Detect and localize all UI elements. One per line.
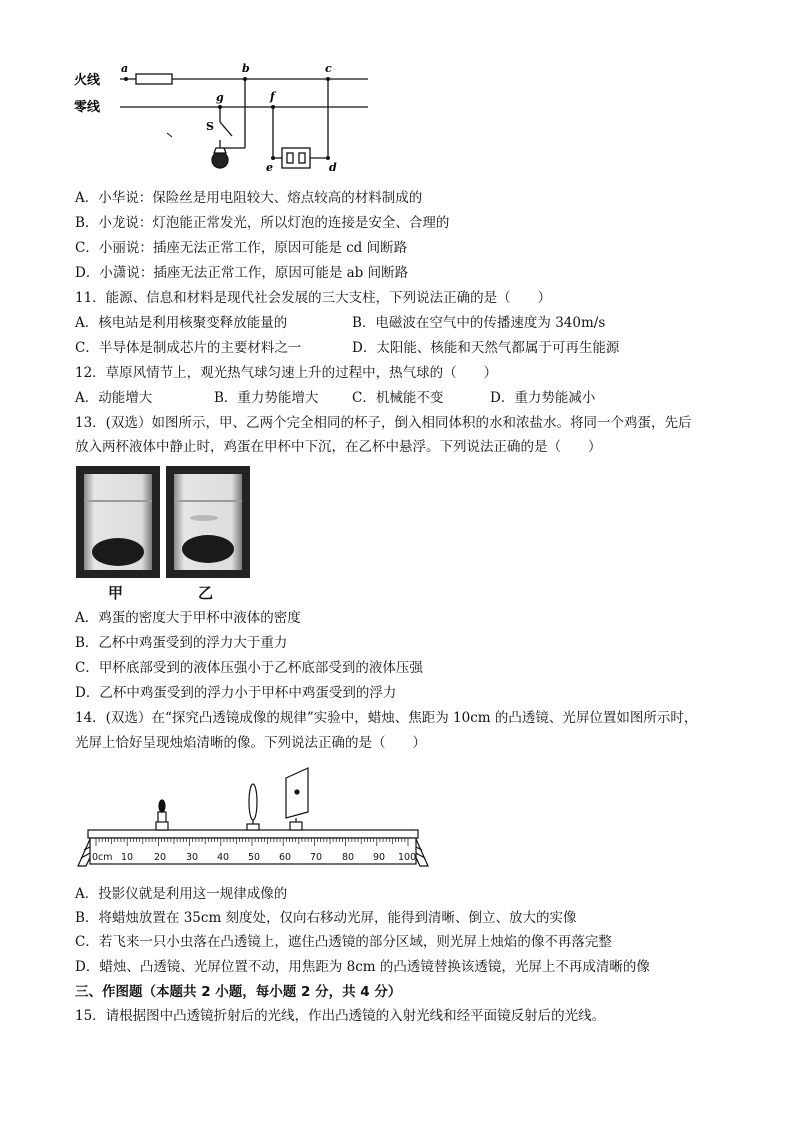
q14-stem-line2: 光屏上恰好呈现烛焰清晰的像。下列说法正确的是（ ）: [75, 735, 426, 751]
cup-label-left: 甲: [108, 584, 124, 602]
q14-option-d: D．蜡烛、凸透镜、光屏位置不动，用焦距为 8cm 的凸透镜替换该透镜，光屏上不再成清晰的像: [75, 959, 650, 975]
bench-tick-label: 80: [342, 852, 355, 863]
bench-tick-label: 90: [373, 852, 386, 863]
point-g: g: [216, 91, 224, 104]
q13-option-b: B．乙杯中鸡蛋受到的浮力大于重力: [75, 635, 288, 651]
q10-option-d: D．小潇说：插座无法正常工作，原因可能是 ab 间断路: [75, 265, 409, 281]
q13-stem-line1: 13．(双选）如图所示，甲、乙两个完全相同的杯子，倒入相同体积的水和浓盐水。将同一个鸡蛋，先后: [75, 415, 692, 431]
cup-label-right: 乙: [198, 584, 214, 602]
q12-stem: 12．草原风情节上，观光热气球匀速上升的过程中，热气球的（ ）: [75, 365, 498, 381]
q11-option-b: B．电磁波在空气中的传播速度为 340m/s: [352, 315, 606, 331]
q14-option-c: C．若飞来一只小虫落在凸透镜上，遮住凸透镜的部分区域，则光屏上烛焰的像不再落完整: [75, 934, 612, 950]
q14-option-b: B．将蜡烛放置在 35cm 刻度处，仅向右移动光屏，能得到清晰、倒立、放大的实像: [75, 910, 577, 926]
q14-stem-line1: 14．(双选）在“探究凸透镜成像的规律”实验中，蜡烛、焦距为 10cm 的凸透镜、光屏位置如图所示时，: [75, 710, 698, 726]
point-e: e: [266, 161, 273, 174]
point-d: d: [329, 161, 337, 174]
bench-tick-label: 50: [248, 852, 261, 863]
bench-tick-label: 20: [154, 852, 167, 863]
q10-option-b: B．小龙说：灯泡能正常发光，所以灯泡的连接是安全、合理的: [75, 215, 450, 231]
circuit-live-label: 火线: [74, 73, 101, 88]
point-f: f: [270, 90, 275, 103]
point-c: c: [325, 62, 332, 75]
q13-stem-line2: 放入两杯液体中静止时，鸡蛋在甲杯中下沉，在乙杯中悬浮。下列说法正确的是（ ）: [75, 439, 602, 455]
q12-option-a: A．动能增大: [75, 390, 153, 406]
bench-tick-label: 70: [310, 852, 323, 863]
bench-tick-label: 0cm: [92, 852, 113, 863]
bench-tick-label: 60: [279, 852, 292, 863]
q11-option-a: A．核电站是利用核聚变释放能量的: [75, 315, 288, 331]
q11-option-d: D．太阳能、核能和天然气都属于可再生能源: [352, 340, 620, 356]
bench-tick-label: 40: [217, 852, 230, 863]
q13-option-a: A．鸡蛋的密度大于甲杯中液体的密度: [75, 610, 301, 626]
circuit-diagram: [70, 60, 380, 180]
q12-option-b: B．重力势能增大: [214, 390, 319, 406]
optical-bench: [72, 766, 434, 870]
q12-option-d: D．重力势能减小: [490, 390, 596, 406]
q10-option-a: A．小华说：保险丝是用电阻较大、熔点较高的材料制成的: [75, 190, 423, 206]
q13-option-c: C．甲杯底部受到的液体压强小于乙杯底部受到的液体压强: [75, 660, 423, 676]
q11-stem: 11．能源、信息和材料是现代社会发展的三大支柱，下列说法正确的是（ ）: [75, 290, 552, 306]
bench-tick-label: 30: [186, 852, 199, 863]
q11-option-c: C．半导体是制成芯片的主要材料之一: [75, 340, 302, 356]
switch-label: S: [206, 120, 214, 133]
point-a: a: [121, 62, 129, 75]
circuit-neutral-label: 零线: [74, 100, 101, 115]
q13-option-d: D．乙杯中鸡蛋受到的浮力小于甲杯中鸡蛋受到的浮力: [75, 685, 397, 701]
q10-option-c: C．小丽说：插座无法正常工作，原因可能是 cd 间断路: [75, 240, 408, 256]
point-b: b: [242, 62, 250, 75]
section-3-heading: 三、作图题（本题共 2 小题，每小题 2 分，共 4 分）: [75, 984, 402, 1000]
q12-option-c: C．机械能不变: [352, 390, 444, 406]
q14-option-a: A．投影仪就是利用这一规律成像的: [75, 886, 288, 902]
bench-tick-label: 10: [121, 852, 134, 863]
cups-photo: [76, 466, 252, 578]
bench-tick-label: 100: [398, 852, 417, 863]
q15-stem: 15．请根据图中凸透镜折射后的光线，作出凸透镜的入射光线和经平面镜反射后的光线。: [75, 1008, 606, 1024]
